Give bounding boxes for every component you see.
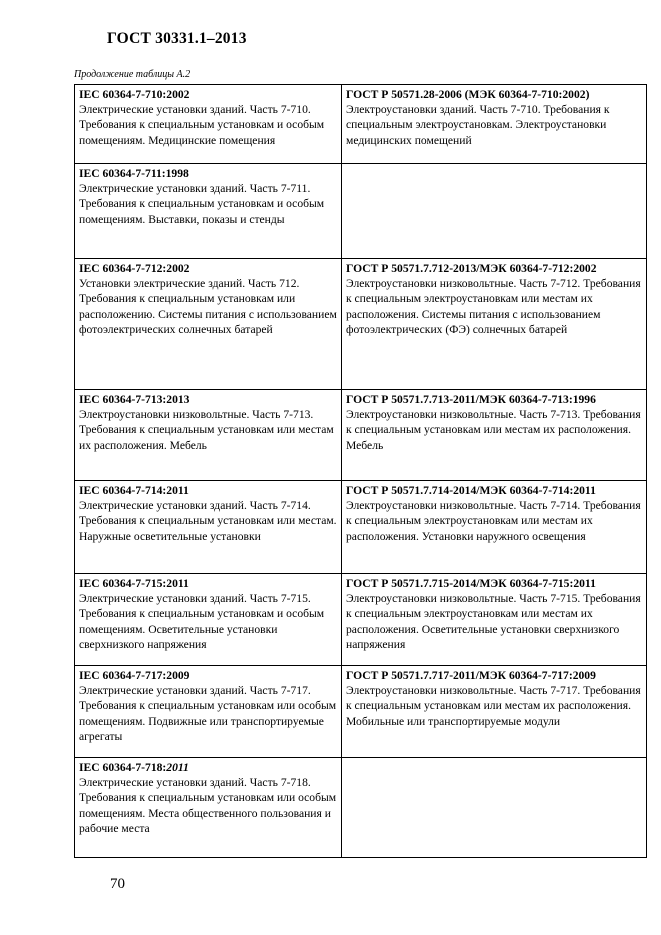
table-row [75,259,647,390]
standard-description: Электроустановки низковольтные. Часть 7-717. Требования к специальным установкам или местам их расположения. Мобильные или транспортируемые модули [346,684,641,728]
international-standard-cell [75,259,342,390]
standards-correspondence-table [74,84,647,858]
standard-code: ГОСТ Р 50571.7.717-2011/МЭК 60364-7-717:2009 [346,669,596,682]
standard-code: IEC 60364-7-711:1998 [79,167,189,180]
table-continuation-caption: Продолжение таблицы А.2 [74,69,191,80]
standard-code: IEC 60364-7-717:2009 [79,669,190,682]
standard-description: Электроустановки низковольтные. Часть 7-713. Требования к специальным установкам или местам их расположения. Мебель [79,408,334,452]
standard-code: ГОСТ Р 50571.7.713-2011/МЭК 60364-7-713:1996 [346,393,596,406]
standard-code: ГОСТ Р 50571.7.715-2014/МЭК 60364-7-715:2011 [346,577,596,590]
standard-code [79,760,338,775]
national-standard-cell [342,758,647,858]
standard-description: Электрические установки зданий. Часть 7-711. Требования к специальным установкам и особым помещениям. Выставки, показы и стенды [79,182,325,226]
standard-code-year: 2011 [166,761,189,774]
standard-code: IEC 60364-7-712:2002 [79,262,190,275]
national-standard-cell [342,85,647,164]
standard-description: Электроустановки низковольтные. Часть 7-715. Требования к специальным электроустановкам или местам их расположения. Осветительные установки сверхнизкого напряжения [346,592,641,651]
table-row [75,390,647,481]
international-standard-cell [75,481,342,574]
national-standard-cell [342,574,647,666]
international-standard-cell [75,85,342,164]
table-row [75,666,647,758]
table-row [75,574,647,666]
national-standard-cell [342,259,647,390]
standard-description: Электрические установки зданий. Часть 7-715. Требования к специальным установкам и особым помещениям. Осветительные установки сверхнизкого напряжения [79,592,325,651]
table-row [75,85,647,164]
standard-description: Электрические установки зданий. Часть 7-718. Требования к специальным установкам или особым помещениям. Места общественного пользования и рабочие места [79,776,337,835]
standard-description: Электроустановки низковольтные. Часть 7-713. Требования к специальным установкам или местам их расположения. Мебель [346,408,641,452]
standard-description: Электрические установки зданий. Часть 7-710. Требования к специальным установкам и особым помещениям. Медицинские помещения [79,103,325,147]
international-standard-cell [75,390,342,481]
standard-code: ГОСТ Р 50571.7.714-2014/МЭК 60364-7-714:2011 [346,484,596,497]
national-standard-cell [342,481,647,574]
national-standard-cell [342,164,647,259]
standard-description: Электрические установки зданий. Часть 7-714. Требования к специальным установкам или местам. Наружные осветительные установки [79,499,337,543]
standard-description: Электроустановки низковольтные. Часть 7-712. Требования к специальным электроустановкам или местам их расположения. Системы питания с использованием фотоэлектрических (ФЭ) солнечных батарей [346,277,641,336]
page-number: 70 [110,876,125,892]
standard-code: IEC 60364-7-715:2011 [79,577,189,590]
standard-code: IEC 60364-7-710:2002 [79,88,190,101]
national-standard-cell [342,666,647,758]
national-standard-cell [342,390,647,481]
standard-code: IEC 60364-7-714:2011 [79,484,189,497]
standard-code: ГОСТ Р 50571.7.712-2013/МЭК 60364-7-712:2002 [346,262,597,275]
standard-code: IEC 60364-7-713:2013 [79,393,190,406]
document-title: ГОСТ 30331.1–2013 [107,30,247,47]
table-row [75,758,647,858]
standard-description: Установки электрические зданий. Часть 712. Требования к специальным установкам или расположению. Системы питания с использованием фотоэлектрических солнечных батарей [79,277,337,336]
international-standard-cell [75,666,342,758]
standard-description: Электроустановки зданий. Часть 7-710. Требования к специальным электроустановкам. Электроустановки медицинских помещений [346,103,610,147]
table-row [75,164,647,259]
international-standard-cell [75,164,342,259]
standard-code-prefix: IEC 60364-7-718: [79,761,167,774]
standard-code: ГОСТ Р 50571.28-2006 (МЭК 60364-7-710:2002) [346,88,590,101]
standard-description: Электрические установки зданий. Часть 7-717. Требования к специальным установкам или особым помещениям. Подвижные или транспортируемые агрегаты [79,684,337,743]
table-row [75,481,647,574]
standard-description: Электроустановки низковольтные. Часть 7-714. Требования к специальным электроустановкам или местам их расположения. Установки наружного освещения [346,499,641,543]
international-standard-cell [75,758,342,858]
international-standard-cell [75,574,342,666]
